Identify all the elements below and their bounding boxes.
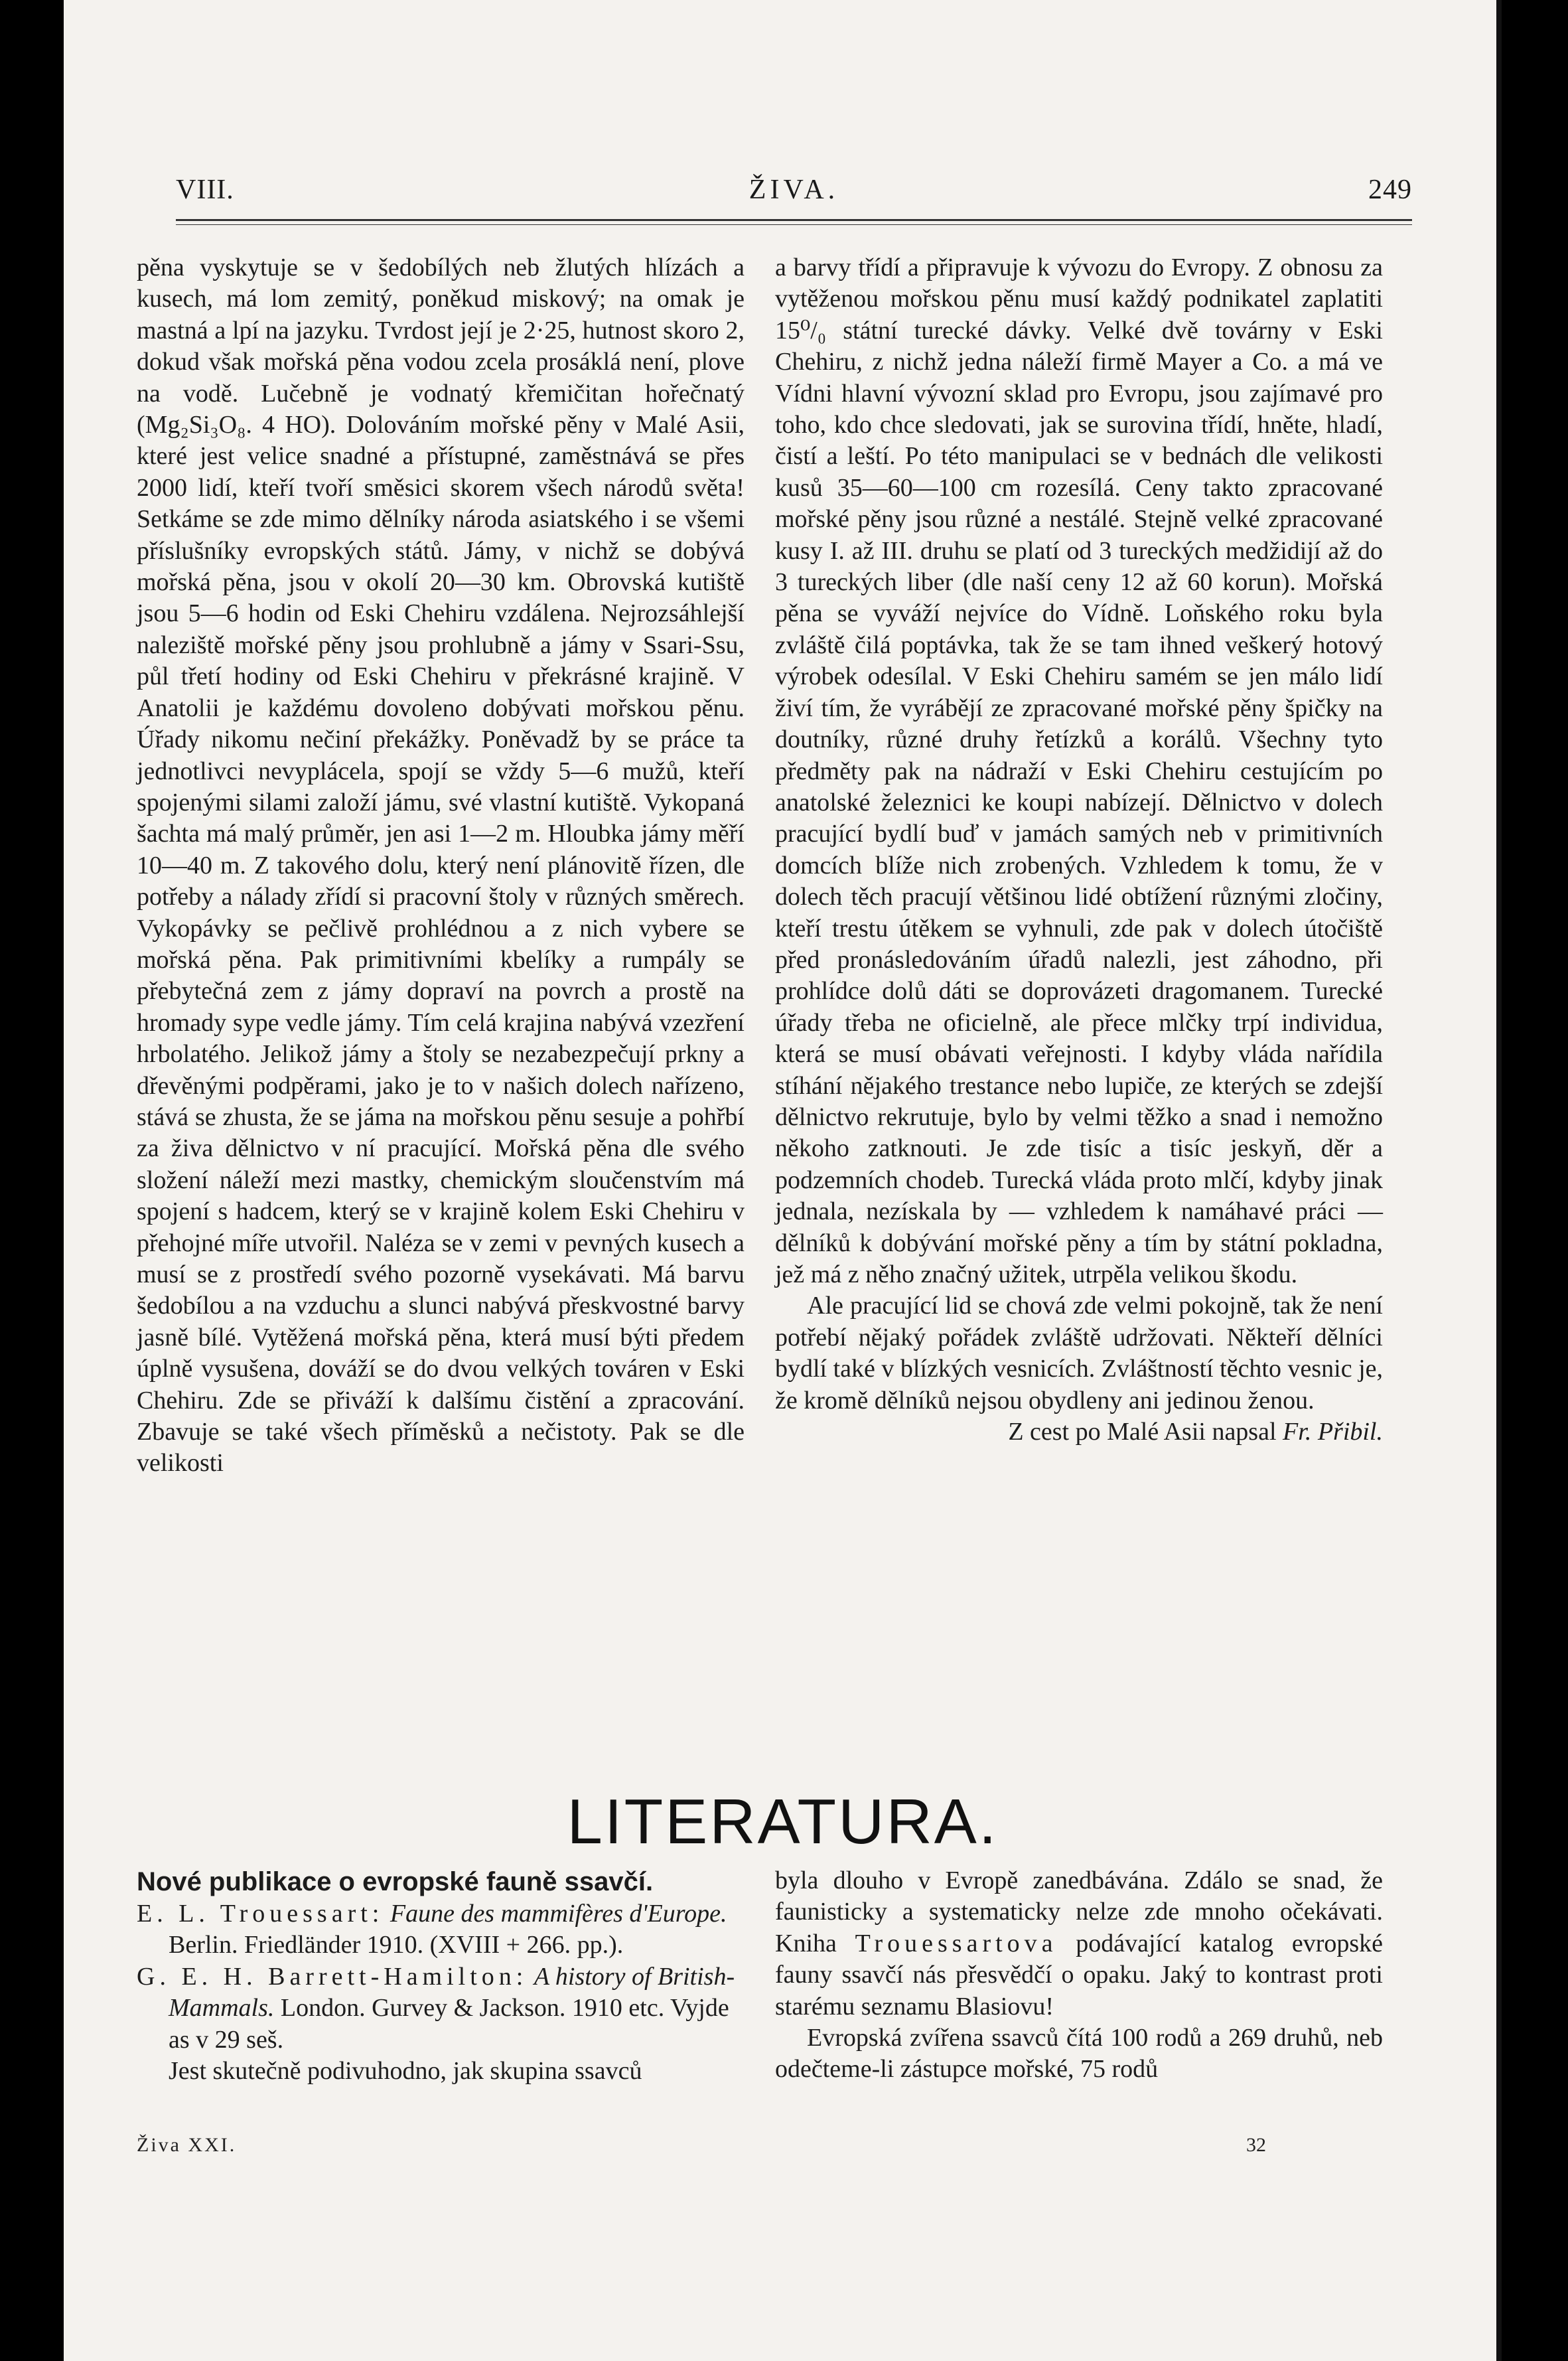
article-paragraph: pěna vyskytuje se v šedobílých neb žlutých hlízách a kusech, má lom zemitý, poněkud miskový; na omak je mastná a lpí na jazyku. Tvrdost její je 2·25, hutnost skoro 2, dokud však mořská pěna vodou zcela prosáklá není, plove na vodě. Lučebně je vodnatý křemičitan hořečnatý (Mg₂Si₃O₈. 4 HO). Dolováním mořské pěny v Malé Asii, které jest velice snadné a přístupné, zaměstnává se přes 2000 lidí, kteří tvoří směsici skorem všech národů světa! Setkáme se zde mimo dělníky národa asiatského i se všemi příslušníky evropských států. Jámy, v nichž se dobývá mořská pěna, jsou v okolí 20—30 km. Obrovská kutiště jsou 5—6 hodin od Eski Chehiru vzdálena. Nejrozsáhlejší naleziště mořské pěny jsou prohlubně a jámy v Ssari-Ssu, půl třetí hodiny od Eski Chehiru v překrásné krajině. V Anatolii je každému dovoleno dobývati mořskou pěnu. Úřady nikomu nečiní překážky. Poněvadž by se práce ta jednotlivci nevyplácela, spojí se vždy 5—6 mužů, kteří spojenými silami založí jámu, své vlastní kutiště. Vykopaná šachta má malý průměr, jen asi 1—2 m. Hloubka jámy měří 10—40 m. Z takového dolu, který není plánovitě řízen, dle potřeby a nálady zřídí si pracovní štoly v různých směrech. Vykopávky se pečlivě prohlédnou a z nich vybere se mořská pěna. Pak primitivními kbelíky a rumpály se přebytečná zem z jámy dopraví na povrch a prostě na hromady sype vedle jámy. Tím celá krajina nabývá vzezření hrbolatého. Jelikož jámy a štoly se nezabezpečují prkny a dřevěnými podpěrami, jako je to v našich dolech nařízeno, stává se zhusta, že se jáma na mořskou pěnu sesuje a pohřbí za živa dělnictvo v ní pracující. Mořská pěna dle svého složení náleží mezi mastky, chemickým sloučenstvím má spojení s hadcem, který se v krajině kolem Eski Chehiru v přehojné míře utvořil. Naléza se v zemi v pevných kusech a musí se z prostředí svého pozorně vysekávati. Má barvu šedobílou a na vzduchu a slunci nabývá přeskvostné barvy jasně bílé. Vytěžená mořská pěna, která musí býti předem úplně vysušena, dováží se do dvou velkých továren v Eski Chehiru. Zde se přiváží k dalšímu čistění a zpracování. Zbavuje se také všech příměsků a nečistoty. Pak se dle velikosti (137, 254, 745, 1478)
journal-name: ŽIVA. (748, 175, 839, 205)
literature-subtitle: Nové publikace o evropské fauně ssavčí. (137, 1867, 654, 1896)
reference-details: London. Gurvey & Jackson. 1910 etc. Vyjde as v 29 seš. (169, 1994, 729, 2054)
reference-entry (137, 1898, 745, 1961)
header-rule (176, 219, 1412, 221)
article-signature (775, 1416, 1383, 1448)
literature-paragraph: Evropská zvířena ssavců čítá 100 rodů a 269 druhů, neb odečteme-li zástupce mořské, 75 rodů (775, 2024, 1383, 2084)
reference-author: E. L. Trouessart: (137, 1900, 384, 1928)
article-right-column (775, 252, 1383, 1448)
literature-left-column (137, 1865, 745, 2087)
reference-entry (137, 1961, 745, 2056)
journal-page (64, 0, 1502, 2361)
volume-number: VIII. (176, 175, 234, 205)
scan-edge (1496, 0, 1502, 2361)
literature-heading: LITERATURA. (567, 1786, 999, 1857)
page-number: 249 (1368, 175, 1412, 205)
reference-author: G. E. H. Barrett-Hamilton: (137, 1962, 528, 1991)
signature-prefix: Z cest po Malé Asii napsal (1008, 1418, 1277, 1446)
header-rule-thin (176, 224, 1412, 225)
literature-author-name: Trouessartova (855, 1929, 1058, 1957)
running-header (176, 174, 1412, 214)
sheet-number: 32 (1246, 2134, 1266, 2156)
reference-details: Berlin. Friedländer 1910. (XVIII + 266. pp.). (169, 1931, 624, 1959)
sheet-signature: Živa XXI. (137, 2134, 237, 2156)
literature-text: byla dlouho v Evropě zanedbávána. Zdálo se snad, že faunisticky a systematicky nelze zde mnoho očekávati. Kniha (775, 1866, 1383, 1957)
literature-text: podávající katalog evropské fauny ssavčí nás přesvědčí o opaku. Jaký to kontrast proti starému seznamu Blasiovu! (775, 1929, 1384, 2020)
reference-title: Faune des mammifères d'Europe. (390, 1900, 727, 1928)
literature-paragraph (775, 1865, 1383, 2022)
signature-author: Fr. Přibil. (1283, 1418, 1383, 1446)
article-paragraph: a barvy třídí a připravuje k vývozu do Evropy. Z obnosu za vytěženou mořskou pěnu musí každý podnikatel zaplatiti 15⁰/₀ státní turecké dávky. Velké dvě továrny v Eski Chehiru, z nichž jedna náleží firmě Mayer a Co. a má ve Vídni hlavní vývozní sklad pro Evropu, jsou zajímavé pro toho, kdo chce sledovati, jak se surovina třídí, hněte, hladí, čistí a leští. Po této manipulaci se v bednách dle velikosti kusů 35—60—100 cm rozesílá. Ceny takto zpracované mořské pěny jsou různé a nestálé. Stejně velké zpracované kusy I. až III. druhu se platí od 3 tureckých medžidijí až do 3 tureckých liber (dle naší ceny 12 až 60 korun). Mořská pěna se vyváží nejvíce do Vídně. Loňského roku byla zvláště čilá poptávka, tak že se tam ihned veškerý hotový výrobek odesílal. V Eski Chehiru samém se jen málo lidí živí tím, že vyrábějí ze zpracované mořské pěny špičky na doutníky, různé druhy řetízků a korálů. Všechny tyto předměty pak na nádraží v Eski Chehiru cestujícím po anatolské železnici ke koupi nabízejí. Dělnictvo v dolech pracující bydlí buď v jamách samých neb v primitivních domcích blíže nich zrobených. Vzhledem k tomu, že v dolech těch pracují většinou lidé obtížení různými zločiny, kteří trestu útěkem se vyhnuli, zde pak v dolech útočiště před pronásledováním úřadů nalezli, jest záhodno, při prohlídce dolů dáti se doprovázeti dragomanem. Turecké úřady třeba ne oficielně, ale přece mlčky trpí individua, která se musí obávati veřejnosti. I kdyby vláda nařídila stíhání nějakého trestance nebo lupiče, ze kterých se zdejší dělnictvo rekrutuje, bylo by velmi těžko a snad i nemožno někoho zatknouti. Je zde tisíc a tisíc jeskyň, děr a podzemních chodeb. Turecká vláda proto mlčí, kdyby jinak jednala, nezískala by — vzhledem k namáhavé práci — dělníků k dobývání mořské pěny a tím by státní pokladna, jež má z něho značný užitek, utrpěla velikou škodu. (775, 254, 1383, 1288)
literature-right-column (775, 1865, 1383, 2086)
article-paragraph: Ale pracující lid se chová zde velmi pokojně, tak že není potřebí nějaký pořádek zvláště udržovati. Někteří dělníci bydlí také v blízkých vesnicích. Zvláštností těchto vesnic je, že kromě dělníků nejsou obydleny ani jedinou ženou. (775, 1292, 1383, 1414)
reference-title: A history of British-Mammals. (169, 1962, 735, 2022)
literature-paragraph: Jest skutečně podivuhodno, jak skupina ssavců (169, 2057, 642, 2086)
article-left-column (137, 252, 745, 1480)
